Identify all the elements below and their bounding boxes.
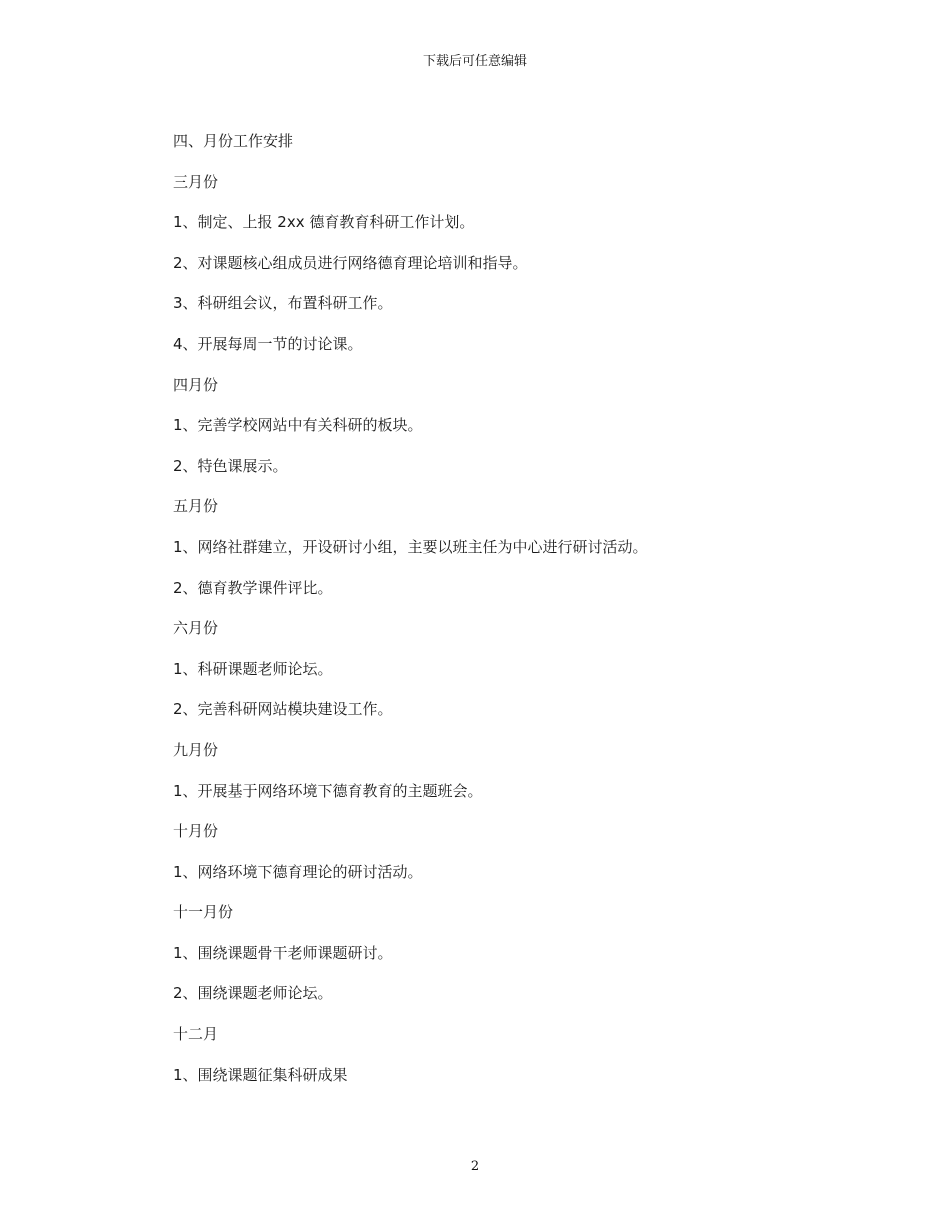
- list-item: 2、完善科研网站模块建设工作。: [173, 700, 393, 719]
- list-item: 3、科研组会议，布置科研工作。: [173, 294, 393, 313]
- list-item: 2、对课题核心组成员进行网络德育理论培训和指导。: [173, 253, 528, 272]
- page-number: 2: [470, 1159, 480, 1174]
- section-heading: 四、月份工作安排: [173, 132, 294, 150]
- page-header: 下载后可任意编辑: [422, 54, 527, 69]
- month-heading-april: 四月份: [173, 375, 219, 394]
- list-item: 1、科研课题老师论坛。: [173, 659, 333, 678]
- list-item: 2、德育教学课件评比。: [173, 578, 333, 597]
- list-item: 2、围绕课题老师论坛。: [173, 984, 333, 1003]
- list-item: 1、网络社群建立，开设研讨小组，主要以班主任为中心进行研讨活动。: [173, 537, 648, 556]
- list-item: 1、开展基于网络环境下德育教育的主题班会。: [173, 781, 483, 800]
- month-heading-june: 六月份: [173, 619, 219, 638]
- list-item: 1、完善学校网站中有关科研的板块。: [173, 416, 423, 435]
- month-heading-november: 十一月份: [173, 903, 234, 922]
- month-heading-march: 三月份: [173, 172, 219, 191]
- list-item: 1、围绕课题骨干老师课题研讨。: [173, 943, 393, 962]
- month-heading-december: 十二月: [173, 1025, 219, 1044]
- list-item: 4、开展每周一节的讨论课。: [173, 334, 363, 353]
- list-item: 1、围绕课题征集科研成果: [173, 1065, 348, 1084]
- list-item: 2、特色课展示。: [173, 456, 288, 475]
- month-heading-october: 十月份: [173, 822, 219, 841]
- list-item: 1、制定、上报 2xx 德育教育科研工作计划。: [173, 213, 475, 232]
- list-item: 1、网络环境下德育理论的研讨活动。: [173, 862, 423, 881]
- document-body: [173, 130, 793, 1104]
- month-heading-may: 五月份: [173, 497, 219, 516]
- month-heading-september: 九月份: [173, 740, 219, 759]
